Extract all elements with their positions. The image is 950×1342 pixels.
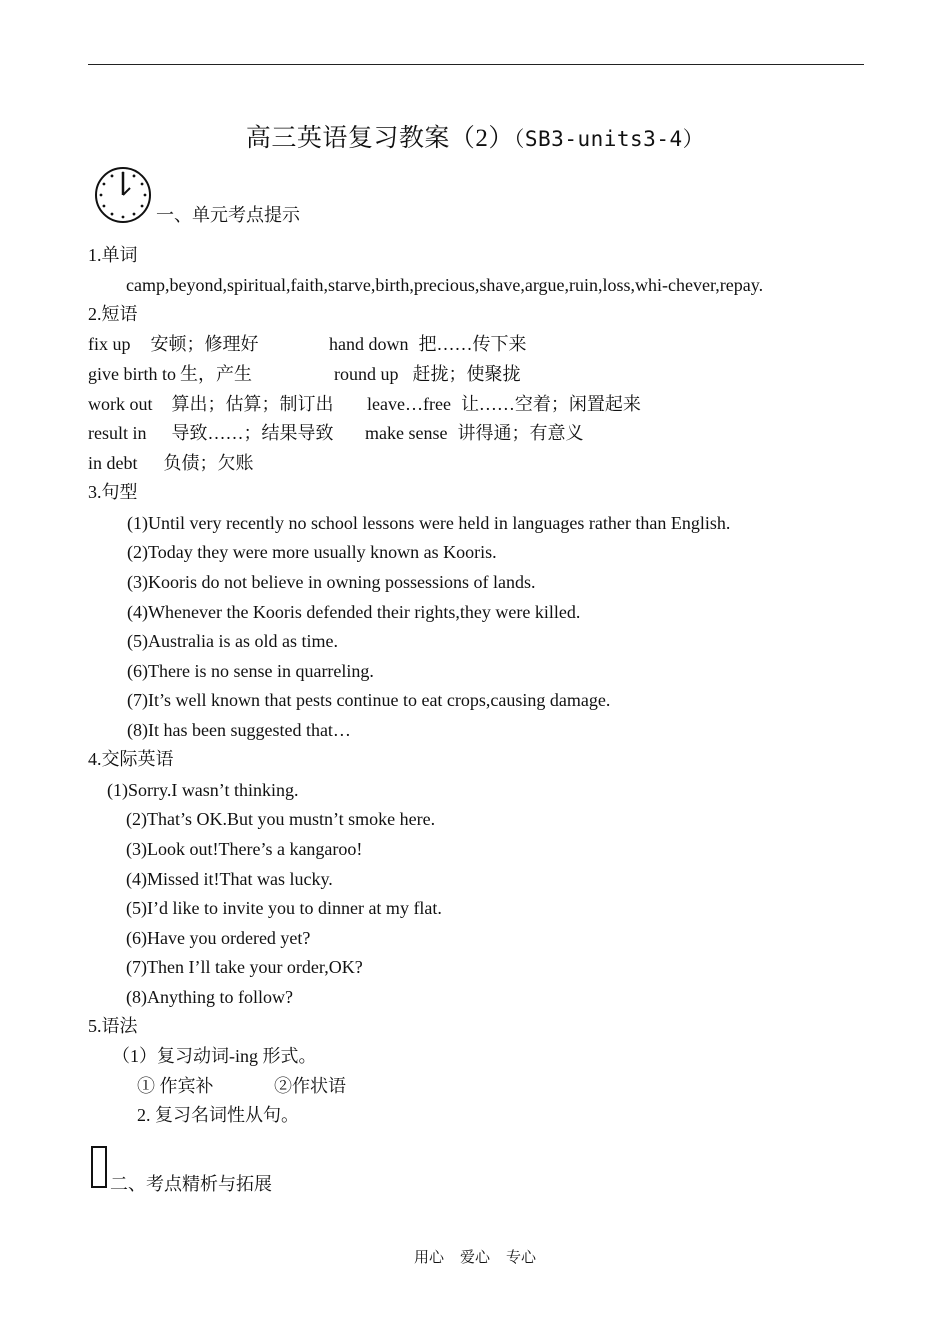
phrase-row — [88, 452, 254, 474]
grammar-item: 2. 复习名词性从句。 — [137, 1105, 299, 1125]
phrase-row — [365, 422, 583, 444]
phrases-heading: 2.短语 — [88, 304, 138, 324]
title-sub: （SB3-units3-4） — [513, 127, 705, 151]
phrase-meaning: 安顿；修理好 — [150, 334, 259, 354]
pattern-item: (7)It’s well known that pests continue to eat crops,causing damage. — [127, 690, 611, 710]
phrase-meaning: 负债；欠账 — [163, 453, 254, 473]
clock-tick — [141, 205, 144, 208]
section2-heading: 二、考点精析与拓展 — [110, 1174, 272, 1194]
clock-tick — [111, 175, 114, 178]
clock-tick — [144, 194, 147, 197]
clock-tick — [122, 172, 125, 175]
grammar-subitem: ②作状语 — [274, 1076, 346, 1096]
clock-tick — [133, 175, 136, 178]
grammar-item: （1）复习动词-ing 形式。 — [112, 1046, 317, 1066]
phrase-term: in debt — [88, 453, 138, 473]
pattern-item: (2)Today they were more usually known as Kooris. — [127, 542, 497, 562]
pattern-item: (5)Australia is as old as time. — [127, 631, 338, 651]
words-list: camp,beyond,spiritual,faith,starve,birth,precious,shave,argue,ruin,loss,whi-chever,repay. — [126, 275, 764, 295]
communication-item: (8)Anything to follow? — [126, 987, 293, 1007]
phrase-term: work out — [88, 394, 153, 414]
clock-tick — [111, 213, 114, 216]
patterns-heading: 3.句型 — [88, 482, 138, 502]
communication-item: (7)Then I’ll take your order,OK? — [126, 957, 363, 977]
phrase-meaning: 算出；估算；制订出 — [171, 394, 334, 414]
phrase-meaning: 把……传下来 — [418, 334, 527, 354]
phrase-term: round up — [334, 364, 399, 384]
page-footer — [0, 1246, 950, 1267]
phrase-term: result in — [88, 423, 147, 443]
footer-motto: 用心 — [413, 1250, 444, 1266]
phrase-row — [367, 393, 641, 415]
phrase-term: leave…free — [367, 394, 451, 414]
pattern-item: (8)It has been suggested that… — [127, 720, 351, 740]
pattern-item: (1)Until very recently no school lessons were held in languages rather than English. — [127, 513, 731, 533]
phrase-row — [329, 333, 527, 355]
clock-tick — [100, 194, 103, 197]
phrase-meaning: 赶拢；使聚拢 — [412, 364, 521, 384]
communication-item: (1)Sorry.I wasn’t thinking. — [107, 780, 299, 800]
phrase-meaning: 生，产生 — [180, 364, 252, 384]
phrase-row — [334, 363, 521, 385]
header-rule — [88, 64, 864, 65]
communication-item: (5)I’d like to invite you to dinner at my flat. — [126, 898, 442, 918]
clock-tick — [122, 216, 125, 219]
pattern-item: (3)Kooris do not believe in owning possessions of lands. — [127, 572, 536, 592]
title-main: 高三英语复习教案（2） — [245, 125, 514, 152]
phrase-meaning: 导致……；结果导致 — [171, 423, 334, 443]
communication-heading: 4.交际英语 — [88, 749, 174, 769]
pattern-item: (4)Whenever the Kooris defended their rights,they were killed. — [127, 602, 581, 622]
clock-tick — [103, 183, 106, 186]
grammar-subitem: ① 作宾补 — [137, 1076, 214, 1096]
phrase-term: fix up — [88, 334, 131, 354]
clock-tick — [133, 213, 136, 216]
clock-tick — [141, 183, 144, 186]
phrase-term: make sense — [365, 423, 448, 443]
phrase-term: hand down — [329, 334, 409, 354]
phrase-row — [88, 422, 334, 444]
phrase-meaning: 让……空着；闲置起来 — [460, 394, 641, 414]
pattern-item: (6)There is no sense in quarreling. — [127, 661, 374, 681]
clock-tick — [103, 205, 106, 208]
communication-item: (6)Have you ordered yet? — [126, 928, 311, 948]
placeholder-box-icon — [91, 1146, 107, 1188]
section1-heading: 一、单元考点提示 — [156, 205, 300, 225]
communication-item: (2)That’s OK.But you mustn’t smoke here. — [126, 809, 436, 829]
footer-motto: 专心 — [506, 1250, 537, 1266]
page-title — [0, 118, 950, 154]
communication-item: (4)Missed it!That was lucky. — [126, 869, 333, 889]
clock-icon — [94, 166, 152, 224]
phrase-row — [88, 363, 252, 385]
footer-motto: 爱心 — [459, 1250, 490, 1266]
phrase-term: give birth to — [88, 364, 176, 384]
phrase-row — [88, 393, 334, 415]
phrase-row — [88, 333, 259, 355]
phrase-meaning: 讲得通；有意义 — [457, 423, 584, 443]
words-heading: 1.单词 — [88, 245, 138, 265]
communication-item: (3)Look out!There’s a kangaroo! — [126, 839, 363, 859]
grammar-heading: 5.语法 — [88, 1016, 138, 1036]
